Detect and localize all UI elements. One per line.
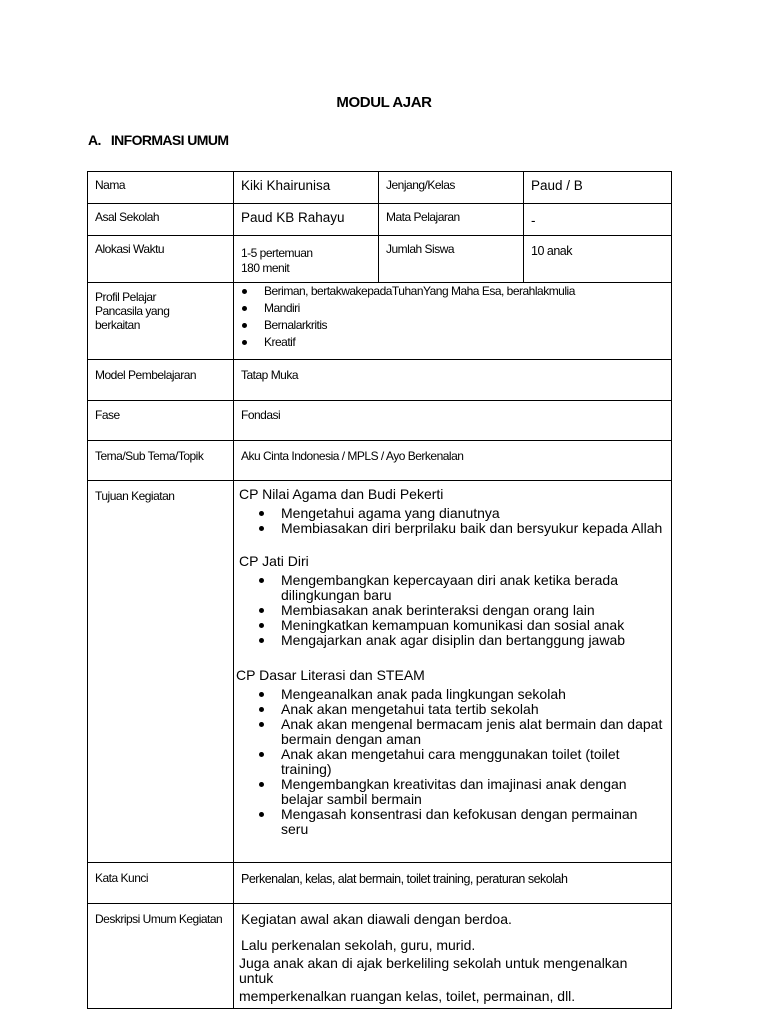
- label-fase: Fase: [95, 408, 120, 422]
- table-row: [88, 204, 672, 236]
- alokasi-line-1: 1-5 pertemuan: [241, 246, 313, 260]
- list-item: Anak akan mengenal bermacam jenis alat bermain dan dapat bermain dengan aman: [236, 717, 665, 747]
- label-asal: Asal Sekolah: [95, 210, 160, 224]
- label-alokasi: Alokasi Waktu: [95, 242, 165, 256]
- document-title: MODUL AJAR: [336, 94, 432, 111]
- label-cell: [379, 172, 524, 204]
- list-item: Mengembangkan kreativitas dan imajinasi anak dengan belajar sambil bermain: [236, 777, 665, 807]
- label-cell: [379, 236, 524, 283]
- label-cell: [88, 204, 234, 236]
- list-item: Anak akan mengetahui cara menggunakan toilet (toilet training): [236, 747, 665, 777]
- label-profil: [88, 283, 233, 336]
- list-item: Kreatif: [234, 334, 671, 351]
- value-nama: Kiki Khairunisa: [241, 178, 331, 193]
- table-row: [88, 283, 672, 360]
- profil-list: [234, 283, 671, 351]
- label-cell: [88, 401, 234, 441]
- value-cell: [234, 904, 672, 1009]
- label-mapel: Mata Pelajaran: [386, 210, 460, 224]
- deskripsi-paragraph: memperkenalkan ruangan kelas, toilet, permainan, dll.: [239, 988, 576, 1004]
- value-cell: [234, 863, 672, 904]
- cp-list: [236, 687, 665, 837]
- list-item: Mengasah konsentrasi dan kefokusan dengan permainan seru: [236, 807, 665, 837]
- label-jumlah: Jumlah Siswa: [386, 242, 455, 256]
- deskripsi-paragraph: Lalu perkenalan sekolah, guru, murid.: [241, 937, 476, 953]
- deskripsi-paragraph: Kegiatan awal akan diawali dengan berdoa.: [241, 911, 512, 927]
- value-mapel: -: [531, 213, 536, 228]
- profil-label-line-2: Pancasila yang: [95, 304, 170, 318]
- label-kata-kunci: Kata Kunci: [95, 871, 149, 885]
- info-table: [87, 171, 672, 1009]
- list-item: Mengajarkan anak agar disiplin dan bertanggung jawab: [236, 633, 665, 648]
- label-cell: [88, 283, 234, 360]
- label-deskripsi: Deskripsi Umum Kegiatan: [95, 912, 223, 926]
- label-tujuan: Tujuan Kegiatan: [95, 489, 175, 503]
- value-cell: [234, 401, 672, 441]
- label-cell: [88, 863, 234, 904]
- section-letter: A.: [88, 132, 101, 148]
- list-item: Anak akan mengetahui tata tertib sekolah: [236, 702, 665, 717]
- label-model: Model Pembelajaran: [95, 368, 197, 382]
- list-item: Membiasakan diri berprilaku baik dan bersyukur kepada Allah: [236, 521, 665, 536]
- section-label: INFORMASI UMUM: [110, 132, 229, 148]
- value-cell: [524, 172, 672, 204]
- label-cell: [379, 204, 524, 236]
- value-cell: [234, 172, 379, 204]
- value-cell: [234, 236, 379, 283]
- value-fase: Fondasi: [241, 408, 281, 422]
- value-cell: [234, 441, 672, 481]
- label-tema: Tema/Sub Tema/Topik: [95, 449, 204, 463]
- table-row: [88, 236, 672, 283]
- list-item: Mengetahui agama yang dianutnya: [236, 506, 665, 521]
- label-cell: [88, 481, 234, 863]
- value-jumlah: 10 anak: [531, 244, 572, 258]
- value-cell: [524, 236, 672, 283]
- list-item: Mandiri: [234, 300, 671, 317]
- deskripsi-paragraph: Juga anak akan di ajak berkeliling sekolah untuk mengenalkan untuk: [239, 955, 628, 986]
- cp-heading: CP Jati Diri: [239, 553, 309, 569]
- list-item: Membiasakan anak berinteraksi dengan orang lain: [236, 603, 665, 618]
- value-cell: [234, 360, 672, 401]
- label-nama: Nama: [95, 178, 126, 192]
- label-cell: [88, 236, 234, 283]
- list-item: Mengembangkan kepercayaan diri anak ketika berada dilingkungan baru: [236, 573, 665, 603]
- value-model: Tatap Muka: [241, 368, 299, 382]
- cp-heading: CP Dasar Literasi dan STEAM: [236, 667, 425, 683]
- value-asal: Paud KB Rahayu: [241, 210, 345, 225]
- label-cell: [88, 172, 234, 204]
- profil-label-line-3: berkaitan: [95, 318, 140, 332]
- table-row: [88, 441, 672, 481]
- table-row: [88, 360, 672, 401]
- profil-label-line-1: Profil Pelajar: [95, 290, 157, 304]
- table-row: [88, 904, 672, 1009]
- value-cell: [234, 481, 672, 863]
- list-item: Bernalarkritis: [234, 317, 671, 334]
- value-cell: [234, 204, 379, 236]
- list-item: Meningkatkan kemampuan komunikasi dan sosial anak: [236, 618, 665, 633]
- label-cell: [88, 441, 234, 481]
- section-heading: [88, 132, 228, 148]
- value-kata-kunci: Perkenalan, kelas, alat bermain, toilet training, peraturan sekolah: [241, 872, 568, 886]
- table-row: [88, 481, 672, 863]
- value-jenjang: Paud / B: [531, 178, 583, 193]
- alokasi-line-2: 180 menit: [241, 261, 290, 275]
- cp-list: [236, 573, 665, 648]
- table-row: [88, 401, 672, 441]
- table-row: [88, 172, 672, 204]
- table-row: [88, 863, 672, 904]
- list-item: Mengeanalkan anak pada lingkungan sekolah: [236, 687, 665, 702]
- label-cell: [88, 360, 234, 401]
- tujuan-content: [234, 481, 671, 839]
- value-cell: [524, 204, 672, 236]
- cp-list: [236, 506, 665, 536]
- label-jenjang: Jenjang/Kelas: [386, 178, 455, 192]
- cp-heading: CP Nilai Agama dan Budi Pekerti: [239, 486, 444, 502]
- value-alokasi: [234, 236, 378, 280]
- value-cell: [234, 283, 672, 360]
- value-tema: Aku Cinta Indonesia / MPLS / Ayo Berkenalan: [241, 449, 464, 463]
- label-cell: [88, 904, 234, 1009]
- list-item: Beriman, bertakwakepadaTuhanYang Maha Esa, berahlakmulia: [234, 283, 671, 300]
- deskripsi-content: [234, 904, 671, 1008]
